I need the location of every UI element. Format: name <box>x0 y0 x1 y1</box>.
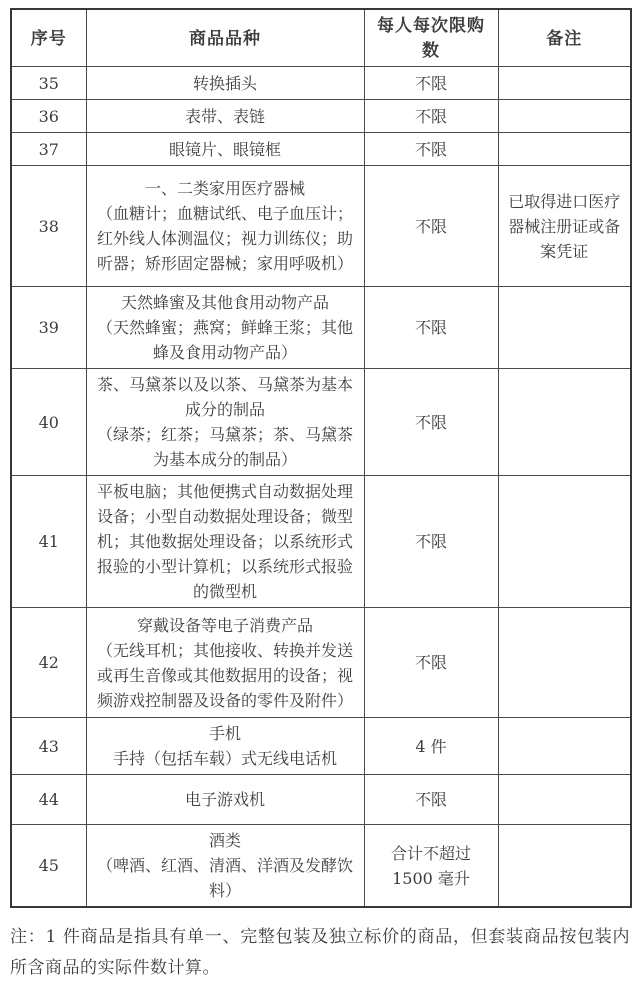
table-row <box>11 67 631 100</box>
product-line: 手机 <box>208 724 241 743</box>
product-line: 电子游戏机 <box>184 790 265 809</box>
product-line: （血糖计；血糖试纸、电子血压计；红外线人体测温仪；视力训练仪；助听器；矫形固定器械；家用呼吸机） <box>96 204 353 273</box>
limit-cell <box>364 67 498 100</box>
product-cell <box>86 718 364 775</box>
table-row <box>11 287 631 369</box>
product-line: 表带、表链 <box>184 106 265 126</box>
product-line: 茶、马黛茶以及以茶、马黛茶为基本成分的制品 <box>96 375 353 419</box>
product-line: （啤酒、红酒、清酒、洋酒及发酵饮料） <box>96 856 353 900</box>
table-row <box>11 775 631 825</box>
product-line: 天然蜂蜜及其他食用动物产品 <box>120 293 329 312</box>
product-line: 一、二类家用医疗器械 <box>144 179 305 198</box>
product-line: 穿戴设备等电子消费产品 <box>136 615 313 635</box>
header-row <box>11 9 631 67</box>
product-line: 眼镜片、眼镜框 <box>168 139 281 159</box>
product-line: 手持（包括车载）式无线电话机 <box>112 749 337 768</box>
row-number-cell: 43 <box>11 718 86 775</box>
limit-cell <box>364 100 498 133</box>
product-cell <box>86 825 364 908</box>
remark-cell <box>498 775 631 825</box>
footnote: 注：1 件商品是指具有单一、完整包装及独立标价的商品，但套装商品按包装内所含商品的实际件数计算。 <box>10 927 630 978</box>
table-row <box>11 608 631 718</box>
limit-cell <box>364 133 498 166</box>
limit-line: 不限 <box>414 73 447 93</box>
product-line: （天然蜂蜜；燕窝；鲜蜂王浆；其他蜂及食用动物产品） <box>96 318 353 362</box>
limit-line: 合计不超过 <box>390 843 471 863</box>
product-line: （绿茶；红茶；马黛茶；茶、马黛茶为基本成分的制品） <box>96 425 353 469</box>
product-line: 酒类 <box>208 831 241 850</box>
limit-cell <box>364 166 498 287</box>
limit-cell <box>364 287 498 369</box>
product-line: 转换插头 <box>192 73 257 93</box>
product-cell <box>86 775 364 825</box>
product-cell <box>86 476 364 608</box>
remark-cell <box>498 369 631 476</box>
limit-line: 不限 <box>414 216 447 236</box>
product-cell <box>86 166 364 287</box>
limit-line: 不限 <box>414 106 447 126</box>
row-number-cell: 44 <box>11 775 86 825</box>
row-number-cell: 37 <box>11 133 86 166</box>
remark-cell <box>498 718 631 775</box>
product-cell <box>86 100 364 133</box>
product-cell <box>86 287 364 369</box>
row-number-cell: 41 <box>11 476 86 608</box>
limit-line: 1500 毫升 <box>392 868 470 888</box>
limit-line: 不限 <box>414 318 447 337</box>
table-row <box>11 718 631 775</box>
product-line: （无线耳机；其他接收、转换并发送或再生音像或其他数据用的设备；视频游戏控制器及设备的零件及附件） <box>96 640 353 710</box>
remark-cell <box>498 476 631 608</box>
limit-line: 不限 <box>414 653 447 672</box>
table-row <box>11 476 631 608</box>
col-remarks: 备注 <box>498 9 631 67</box>
remark-cell <box>498 133 631 166</box>
remark-cell: 已取得进口医疗器械注册证或备案凭证 <box>498 166 631 287</box>
product-cell <box>86 133 364 166</box>
product-cell <box>86 67 364 100</box>
row-number-cell: 35 <box>11 67 86 100</box>
product-cell <box>86 608 364 718</box>
row-number-cell: 36 <box>11 100 86 133</box>
table-row <box>11 825 631 908</box>
remark-cell <box>498 608 631 718</box>
row-number-cell: 45 <box>11 825 86 908</box>
row-number-cell: 40 <box>11 369 86 476</box>
limit-line: 不限 <box>414 139 447 159</box>
limit-cell <box>364 369 498 476</box>
row-number-cell: 39 <box>11 287 86 369</box>
remark-cell <box>498 287 631 369</box>
remark-cell <box>498 100 631 133</box>
limit-line: 4 件 <box>415 736 447 756</box>
limit-line: 不限 <box>414 790 447 809</box>
limit-line: 不限 <box>414 532 447 551</box>
row-number-cell: 42 <box>11 608 86 718</box>
product-cell <box>86 369 364 476</box>
limit-cell <box>364 825 498 908</box>
limit-cell <box>364 476 498 608</box>
row-number-cell: 38 <box>11 166 86 287</box>
limit-cell <box>364 608 498 718</box>
limit-cell <box>364 775 498 825</box>
limit-cell <box>364 718 498 775</box>
product-line: 平板电脑；其他便携式自动数据处理设备；小型自动数据处理设备；微型机；其他数据处理设备；以系统形式报验的小型计算机；以系统形式报验的微型机 <box>96 482 353 601</box>
remark-cell <box>498 825 631 908</box>
col-limit-per-person: 每人每次限购数 <box>364 9 498 67</box>
table-row <box>11 133 631 166</box>
table-row <box>11 100 631 133</box>
remark-cell <box>498 67 631 100</box>
purchase-limits-table <box>10 8 632 908</box>
table-row <box>11 166 631 287</box>
col-product-variety: 商品品种 <box>86 9 364 67</box>
table-row <box>11 369 631 476</box>
col-serial-number: 序号 <box>11 9 86 67</box>
limit-line: 不限 <box>414 412 447 432</box>
